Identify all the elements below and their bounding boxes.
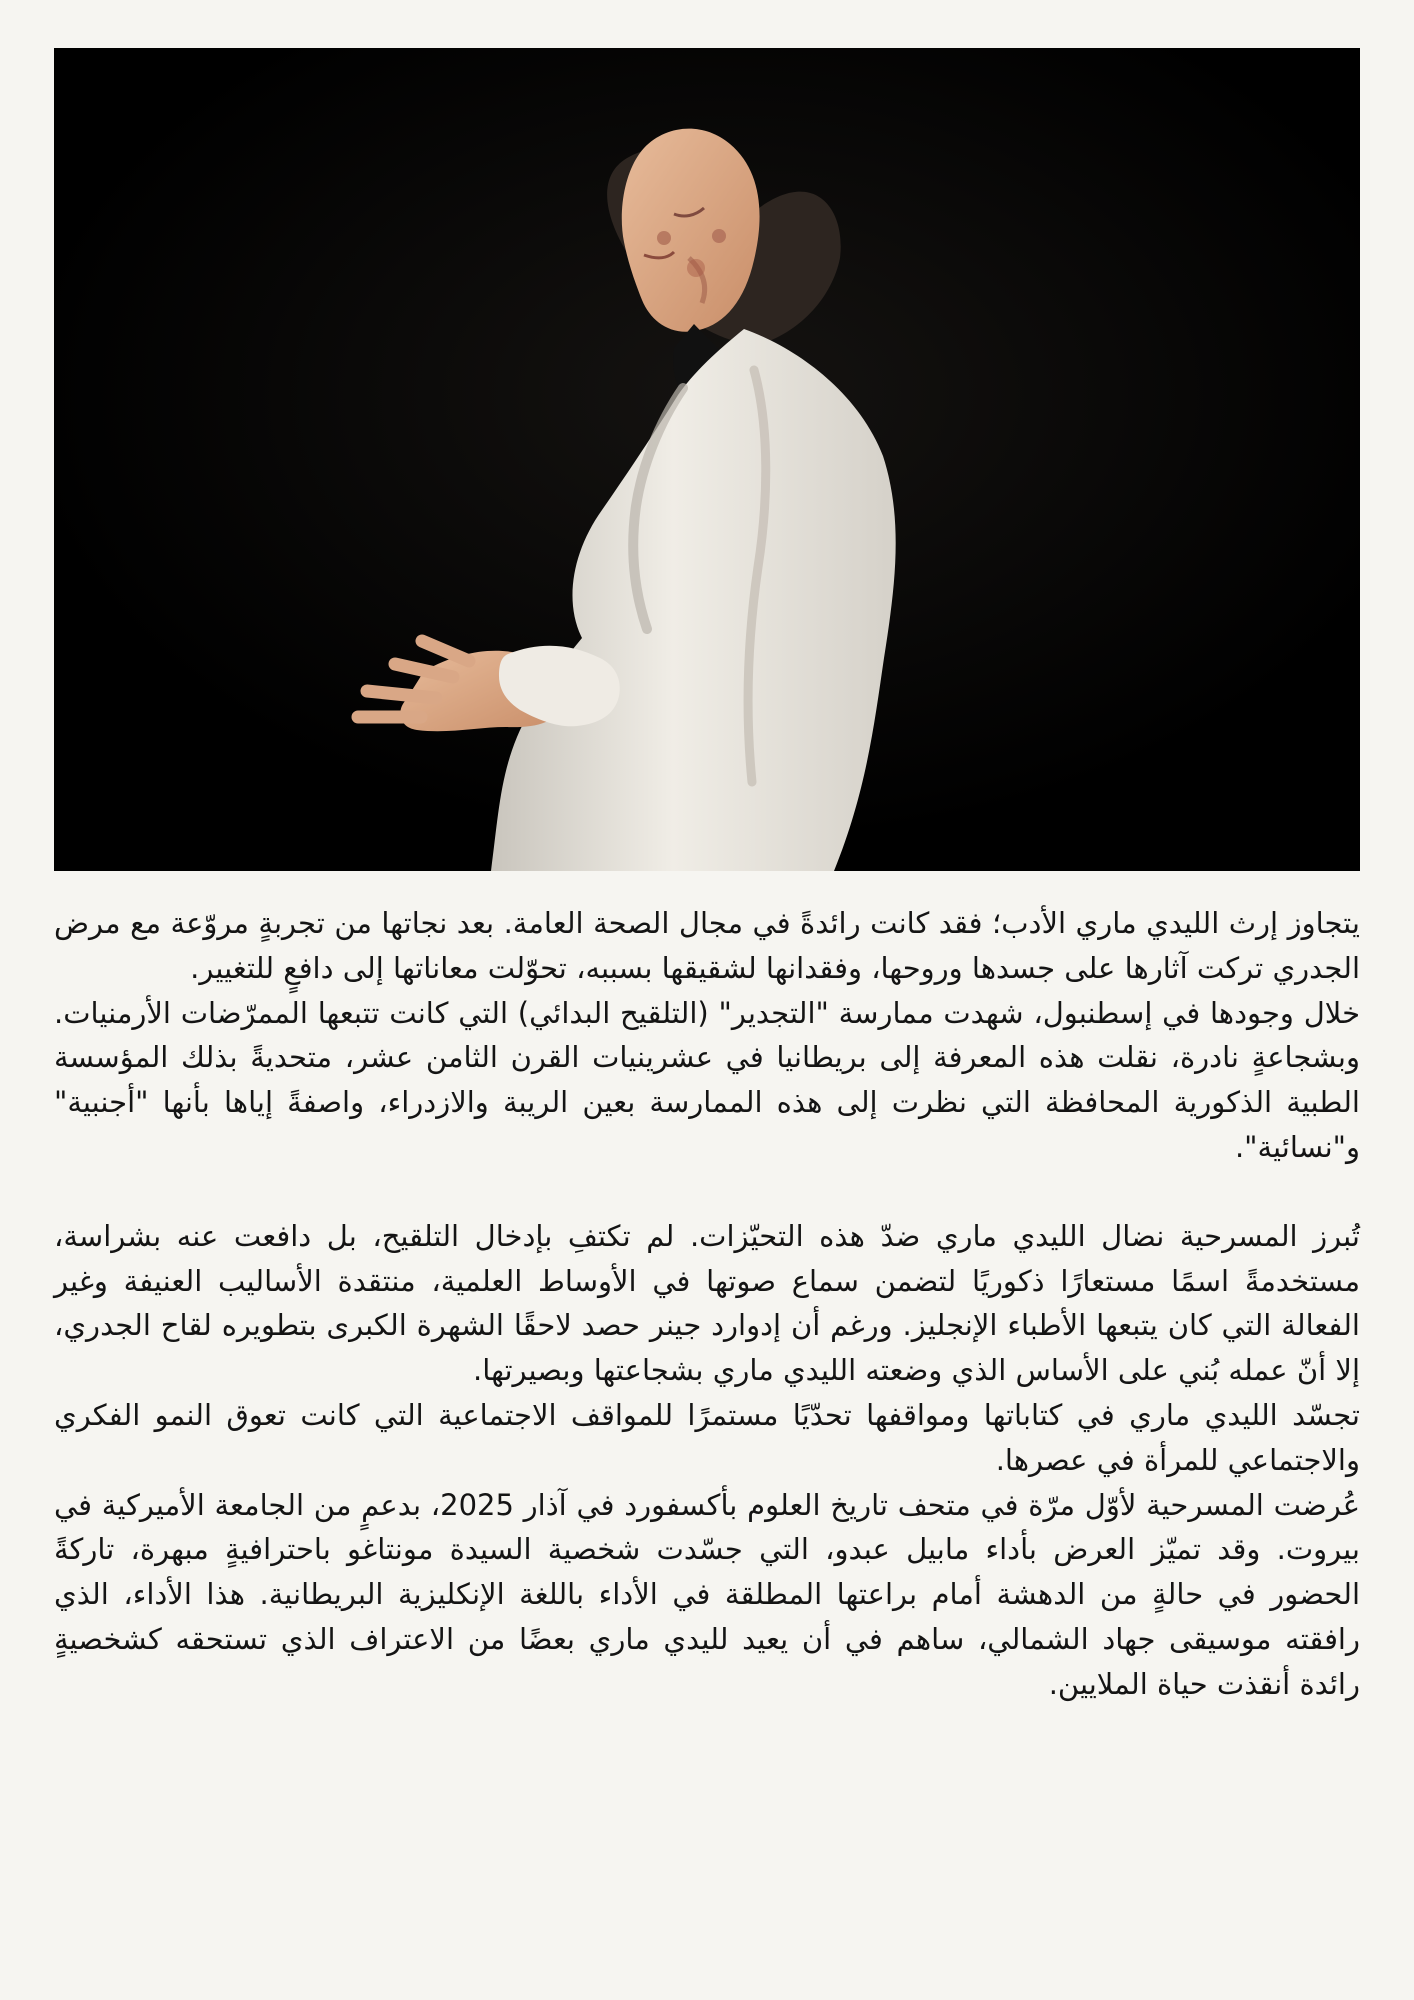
article-paragraph-istanbul: خلال وجودها في إسطنبول، شهدت ممارسة "التجدير" (التلقيح البدائي) التي كانت تتبعها الممرّضات الأرمنيات. وبشجاعةٍ نادرة، نقلت هذه المعرفة إلى بريطانيا في عشرينيات القرن الثامن عشر، متحديةً بذلك المؤسسة الطبية الذكورية المحافظة التي نظرت إلى هذه الممارسة بعين الريبة والازدراء، واصفةً إياها بأنها "أجنبية" و"نسائية". — [54, 995, 1360, 1164]
article-paragraph-struggle: تُبرز المسرحية نضال الليدي ماري ضدّ هذه التحيّزات. لم تكتفِ بإدخال التلقيح، بل دافعت عنه بشراسة، مستخدمةً اسمًا مستعارًا ذكوريًا لتضمن سماع صوتها في الأوساط العلمية، منتقدة الأساليب العنيفة وغير الفعالة التي كان يتبعها الأطباء الإنجليز. ورغم أن إدوارد جينر حصد لاحقًا الشهرة الكبرى بتطويره لقاح الجدري، إلا أنّ عمله بُني على الأساس الذي وضعته الليدي ماري بشجاعتها وبصيرتها. — [54, 1218, 1360, 1388]
page — [54, 48, 1360, 1958]
article-paragraph-premiere: عُرضت المسرحية لأوّل مرّة في متحف تاريخ العلوم بأكسفورد في آذار 2025، بدعمٍ من الجامعة الأميركية في بيروت. وقد تميّز العرض بأداء مابيل عبدو، التي جسّدت شخصية السيدة مونتاغو باحترافيةٍ مبهرة، تاركةً الحضور في حالةٍ من الدهشة أمام براعتها المطلقة في الأداء باللغة الإنكليزية البريطانية. هذا الأداء، الذي رافقته موسيقى جهاد الشمالي، ساهم في أن يعيد لليدي ماري بعضًا من الاعتراف الذي تستحقه كشخصيةٍ رائدة أنقذت حياة الملايين. — [54, 1487, 1361, 1701]
actress-photo-illustration — [54, 48, 1360, 871]
stage-photo — [54, 48, 1360, 871]
article-paragraph-legacy: يتجاوز إرث الليدي ماري الأدب؛ فقد كانت رائدةً في مجال الصحة العامة. بعد نجاتها من تجربةٍ مروّعة مع مرض الجدري تركت آثارها على جسدها وروحها، وفقدانها لشقيقها بسببه، تحوّلت معاناتها إلى دافعٍ للتغيير. — [54, 906, 1360, 985]
article-body — [54, 901, 1360, 1707]
article-paragraph-challenge: تجسّد الليدي ماري في كتاباتها ومواقفها تحدّيًا مستمرًا للمواقف الاجتماعية التي كانت تعوق النمو الفكري والاجتماعي للمرأة في عصرها. — [54, 1397, 1360, 1477]
